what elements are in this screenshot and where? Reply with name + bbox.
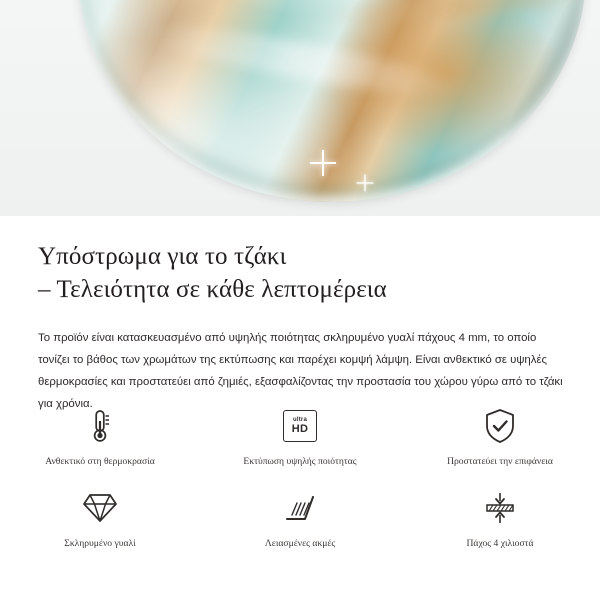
ultra-hd-icon (283, 404, 317, 448)
feature-label: Εκτύπωση υψηλής ποιότητας (243, 456, 357, 467)
diamond-icon (82, 486, 118, 530)
thermometer-icon (83, 404, 117, 448)
shield-check-icon (483, 404, 517, 448)
feature-label: Λειασμένες ακμές (264, 538, 336, 550)
feature-item-polished-edges (200, 486, 400, 550)
thickness-arrows-icon (480, 486, 520, 530)
badge-bottom-label: HD (291, 423, 309, 435)
page-title (0, 216, 600, 307)
text-content (0, 216, 600, 415)
headline-line-1: Υπόστρωμα για το τζάκι (38, 243, 287, 270)
feature-item-tempered-glass (0, 486, 200, 550)
feature-label: Σκληρυμένο γυαλί (64, 538, 136, 550)
feature-item-temperature (0, 404, 200, 468)
feature-grid (0, 404, 600, 551)
feature-label: Πάχος 4 χιλιοστά (466, 538, 534, 550)
headline-line-2: – Τελειότητα σε κάθε λεπτομέρεια (38, 276, 387, 304)
feature-label: Προστατεύει την επιφάνεια (447, 456, 553, 467)
feature-item-surface-protection (400, 404, 600, 468)
hero-image (0, 0, 600, 216)
body-paragraph: Το προϊόν είναι κατασκευασμένο από υψηλής ποιότητας σκληρυμένο γυαλί πάχους 4 mm, το οποίο τονίζει το βάθος των χρωμάτων της εκτύπωσης και παρέχει κομψή λάμψη. Είναι ανθεκτικό σε υψηλές θερμοκρασίες και προστατεύει από ζημιές, εξασφαλίζοντας την προστασία του χώρου γύρω από το τζάκι για χρόνια. (38, 331, 563, 411)
badge-top-label: ultra (292, 417, 307, 423)
feature-item-thickness (400, 486, 600, 550)
feature-item-print-quality (200, 404, 400, 468)
polished-edges-icon (283, 486, 317, 530)
feature-label: Ανθεκτικό στη θερμοκρασία (45, 456, 155, 467)
